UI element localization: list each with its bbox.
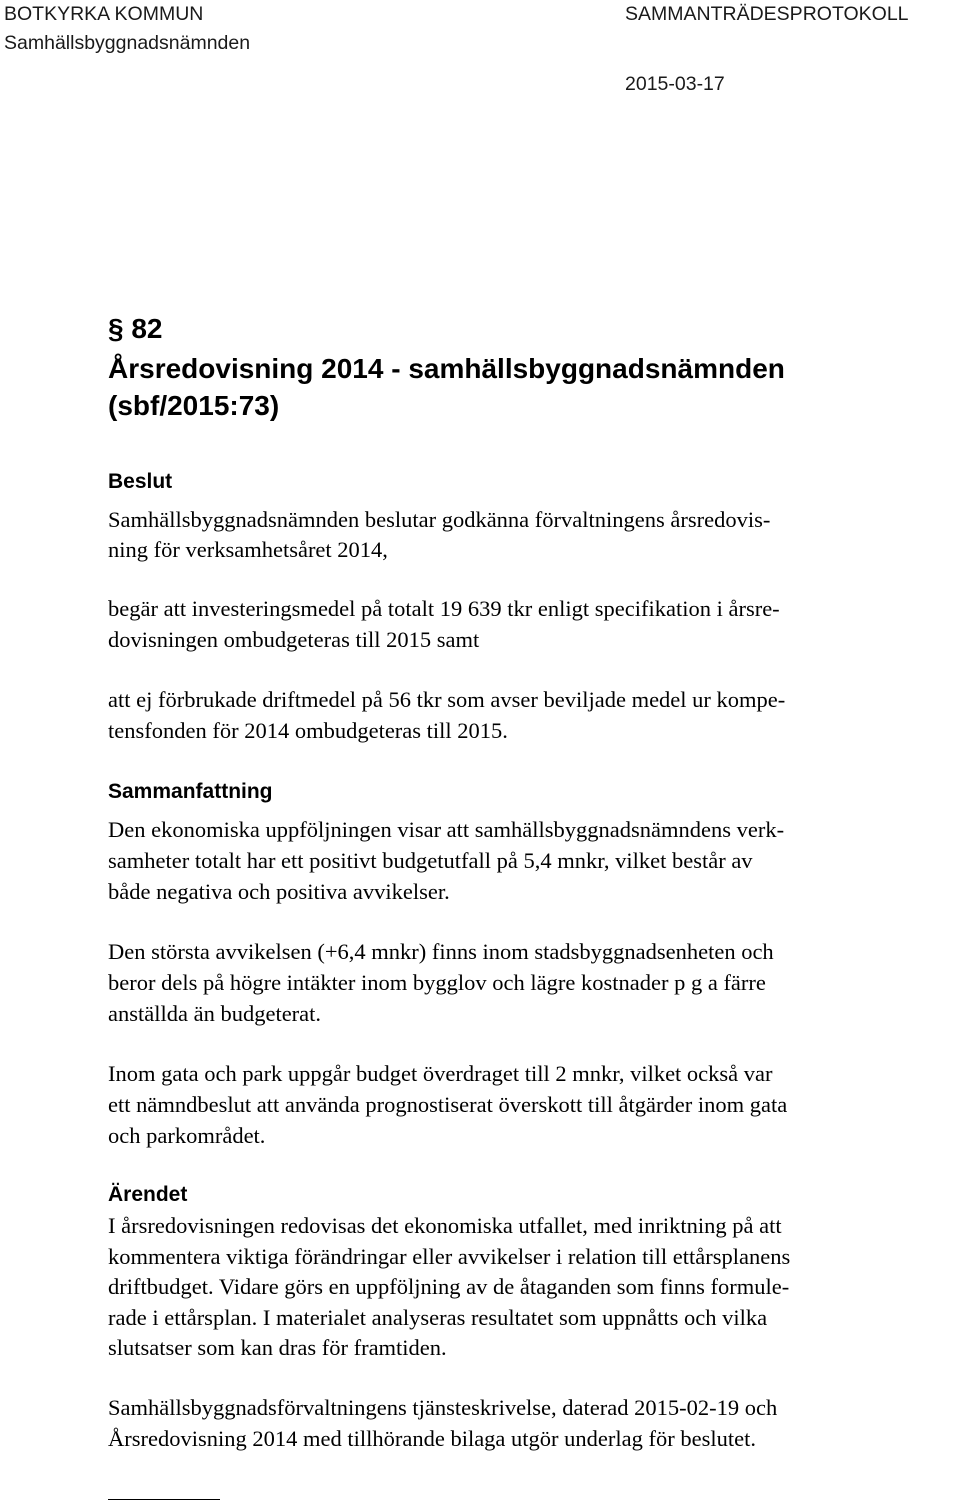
sammanfattning-line: Den ekonomiska uppföljningen visar att samhällsbyggnadsnämndens verk- — [108, 817, 785, 842]
sammanfattning-line: Inom gata och park uppgår budget överdraget till 2 mnkr, vilket också var — [108, 1061, 773, 1086]
meeting-date: 2015-03-17 — [625, 73, 725, 95]
sammanfattning-line: Den största avvikelsen (+6,4 mnkr) finns inom stadsbyggnadsenheten och — [108, 939, 774, 964]
arendet-line: Samhällsbyggnadsförvaltningens tjänsteskrivelse, daterad 2015-02-19 och — [108, 1395, 778, 1420]
committee-name: Samhällsbyggnadsnämnden — [4, 32, 251, 54]
arendet-line: I årsredovisningen redovisas det ekonomiska utfallet, med inriktning på att — [108, 1213, 782, 1238]
paragraph-title: Årsredovisning 2014 - samhällsbyggnadsnämnden — [108, 353, 785, 384]
footnote-divider — [108, 1499, 220, 1500]
paragraph-number: § 82 — [108, 313, 163, 344]
sammanfattning-line: både negativa och positiva avvikelser. — [108, 879, 450, 904]
sammanfattning-line: ett nämndbeslut att använda prognostiserat överskott till åtgärder inom gata — [108, 1092, 788, 1117]
beslut-line: Samhällsbyggnadsnämnden beslutar godkänna förvaltningens årsredovis- — [108, 507, 771, 532]
arendet-heading: Ärendet — [108, 1183, 188, 1206]
beslut-line: att ej förbrukade driftmedel på 56 tkr som avser beviljade medel ur kompe- — [108, 687, 786, 712]
beslut-line: tensfonden för 2014 ombudgeteras till 2015. — [108, 718, 508, 743]
sammanfattning-line: anställda än budgeterat. — [108, 1001, 322, 1026]
arendet-line: rade i ettårsplan. I materialet analyseras resultatet som uppnåtts och vilka — [108, 1305, 768, 1330]
beslut-line: ning för verksamhetsåret 2014, — [108, 537, 388, 562]
protocol-label: SAMMANTRÄDESPROTOKOLL — [625, 3, 909, 25]
sammanfattning-line: samheter totalt har ett positivt budgetutfall på 5,4 mnkr, vilket består av — [108, 848, 753, 873]
arendet-line: slutsatser som kan dras för framtiden. — [108, 1335, 447, 1360]
sammanfattning-line: beror dels på högre intäkter inom bygglov och lägre kostnader p g a färre — [108, 970, 766, 995]
beslut-line: begär att investeringsmedel på totalt 19 639 tkr enligt specifikation i årsre- — [108, 596, 780, 621]
arendet-line: driftbudget. Vidare görs en uppföljning av de åtaganden som finns formule- — [108, 1274, 790, 1299]
beslut-line: dovisningen ombudgeteras till 2015 samt — [108, 627, 480, 652]
beslut-heading: Beslut — [108, 470, 173, 493]
municipality-name: BOTKYRKA KOMMUN — [4, 3, 204, 25]
arendet-line: kommentera viktiga förändringar eller avvikelser i relation till ettårsplanens — [108, 1244, 791, 1269]
sammanfattning-heading: Sammanfattning — [108, 780, 273, 803]
sammanfattning-line: och parkområdet. — [108, 1123, 266, 1148]
arendet-line: Årsredovisning 2014 med tillhörande bilaga utgör underlag för beslutet. — [108, 1426, 756, 1451]
paragraph-reference: (sbf/2015:73) — [108, 390, 280, 421]
